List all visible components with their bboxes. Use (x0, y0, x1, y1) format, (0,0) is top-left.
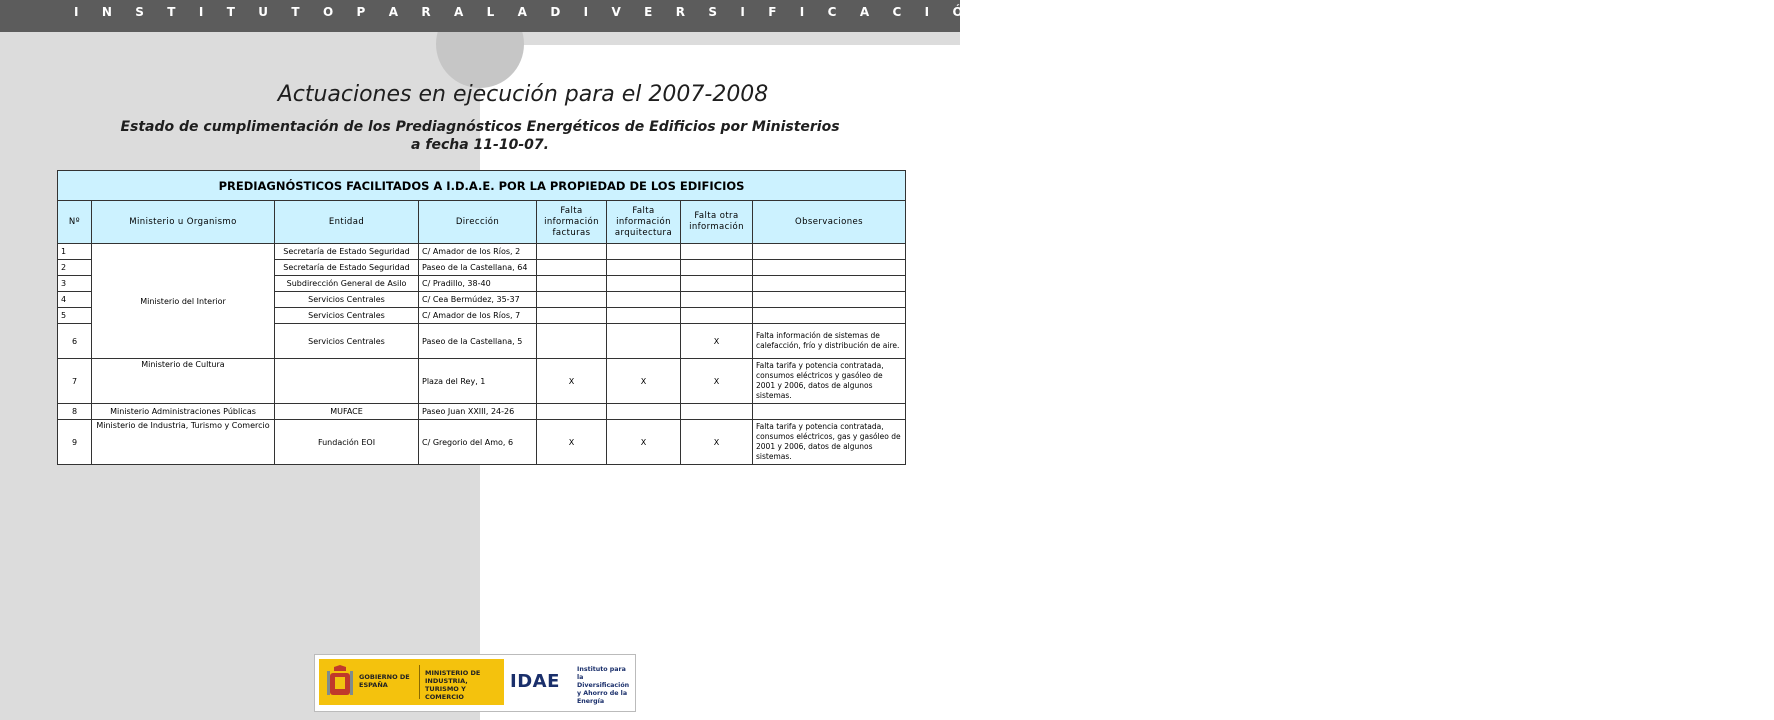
column-header-address: Dirección (419, 201, 537, 244)
cell-other (681, 308, 753, 324)
cell-invoices: X (537, 359, 607, 404)
cell-architecture (607, 324, 681, 359)
column-header-entity: Entidad (275, 201, 419, 244)
cell-address: C/ Amador de los Ríos, 7 (419, 308, 537, 324)
cell-invoices (537, 404, 607, 420)
cell-invoices (537, 324, 607, 359)
cell-entity: Servicios Centrales (275, 292, 419, 308)
cell-notes: Falta tarifa y potencia contratada, consumos eléctricos y gasóleo de 2001 y 2006, datos de algunos sistemas. (753, 359, 906, 404)
cell-invoices (537, 260, 607, 276)
cell-num: 6 (58, 324, 92, 359)
slide-title: Actuaciones en ejecución para el 2007-2008 (277, 82, 769, 107)
logo-divider (419, 665, 420, 699)
cell-address: C/ Amador de los Ríos, 2 (419, 244, 537, 260)
cell-other (681, 244, 753, 260)
cell-address: Paseo de la Castellana, 5 (419, 324, 537, 359)
cell-address: Plaza del Rey, 1 (419, 359, 537, 404)
cell-address: C/ Gregorio del Amo, 6 (419, 420, 537, 465)
table-row (58, 244, 906, 260)
cell-other (681, 404, 753, 420)
cell-num: 9 (58, 420, 92, 465)
cell-other: X (681, 359, 753, 404)
cell-invoices (537, 276, 607, 292)
cell-notes (753, 276, 906, 292)
cell-entity: Servicios Centrales (275, 308, 419, 324)
column-header-architecture: Falta información arquitectura (607, 201, 681, 244)
cell-notes: Falta tarifa y potencia contratada, consumos eléctricos, gas y gasóleo de 2001 y 2006, datos de algunos sistemas. (753, 420, 906, 465)
column-header-ministry: Ministerio u Organismo (92, 201, 275, 244)
cell-num: 5 (58, 308, 92, 324)
coat-of-arms-icon (327, 665, 353, 699)
cell-invoices (537, 308, 607, 324)
background-top-band (480, 32, 960, 45)
cell-address: Paseo Juan XXIII, 24-26 (419, 404, 537, 420)
column-header-invoices: Falta información facturas (537, 201, 607, 244)
table-row (58, 404, 906, 420)
cell-invoices (537, 244, 607, 260)
government-label: GOBIERNO DE ESPAÑA (359, 673, 410, 689)
cell-invoices (537, 292, 607, 308)
subtitle-line-2: a fecha 11-10-07. (411, 137, 549, 153)
cell-entity (275, 359, 419, 404)
cell-entity: MUFACE (275, 404, 419, 420)
cell-num: 2 (58, 260, 92, 276)
idae-logo-mark: IDAE (510, 671, 560, 692)
idae-institute-name: Instituto para la Diversificación y Ahorro de la Energía (577, 666, 630, 705)
cell-other (681, 276, 753, 292)
institute-header-text: I N S T I T U T O P A R A L A D I V E R S I F I C A C I Ó N Y A H O R R O D E L A E N E R G Í A (PAEE-AGE) (74, 5, 1774, 19)
cell-entity: Secretaría de Estado Seguridad (275, 260, 419, 276)
cell-architecture: X (607, 359, 681, 404)
cell-ministry: Ministerio de Cultura (92, 359, 275, 404)
cell-architecture (607, 308, 681, 324)
cell-notes (753, 292, 906, 308)
cell-notes: Falta información de sistemas de calefacción, frío y distribución de aire. (753, 324, 906, 359)
cell-ministry: Ministerio de Industria, Turismo y Comercio (92, 420, 275, 465)
cell-entity: Servicios Centrales (275, 324, 419, 359)
table-row (58, 420, 906, 465)
cell-architecture (607, 244, 681, 260)
cell-entity: Fundación EOI (275, 420, 419, 465)
column-header-notes: Observaciones (753, 201, 906, 244)
cell-num: 3 (58, 276, 92, 292)
cell-num: 8 (58, 404, 92, 420)
institute-header-bar (0, 0, 1774, 32)
cell-other (681, 292, 753, 308)
table-row (58, 359, 906, 404)
cell-address: C/ Pradillo, 38-40 (419, 276, 537, 292)
slide-subtitle (90, 118, 870, 154)
cell-architecture (607, 260, 681, 276)
cell-num: 4 (58, 292, 92, 308)
column-header-other: Falta otra información (681, 201, 753, 244)
cell-ministry: Ministerio Administraciones Públicas (92, 404, 275, 420)
cell-other (681, 260, 753, 276)
subtitle-line-1: Estado de cumplimentación de los Prediagnósticos Energéticos de Edificios por Ministerios (120, 119, 840, 135)
cell-architecture (607, 292, 681, 308)
cell-entity: Subdirección General de Asilo (275, 276, 419, 292)
cell-other: X (681, 324, 753, 359)
cell-invoices: X (537, 420, 607, 465)
table-heading: PREDIAGNÓSTICOS FACILITADOS A I.D.A.E. POR LA PROPIEDAD DE LOS EDIFICIOS (58, 171, 906, 201)
cell-address: C/ Cea Bermúdez, 35-37 (419, 292, 537, 308)
cell-notes (753, 244, 906, 260)
cell-num: 7 (58, 359, 92, 404)
government-logo-block (319, 659, 504, 705)
institutional-logo-banner (314, 654, 636, 712)
cell-address: Paseo de la Castellana, 64 (419, 260, 537, 276)
cell-notes (753, 260, 906, 276)
column-header-num: Nº (58, 201, 92, 244)
cell-notes (753, 404, 906, 420)
prediagnosis-table (57, 170, 906, 465)
ministry-label: MINISTERIO DE INDUSTRIA, TURISMO Y COMERCIO (425, 669, 481, 701)
cell-other: X (681, 420, 753, 465)
cell-num: 1 (58, 244, 92, 260)
cell-notes (753, 308, 906, 324)
cell-entity: Secretaría de Estado Seguridad (275, 244, 419, 260)
cell-architecture: X (607, 420, 681, 465)
cell-ministry: Ministerio del Interior (92, 244, 275, 359)
cell-architecture (607, 404, 681, 420)
cell-architecture (607, 276, 681, 292)
